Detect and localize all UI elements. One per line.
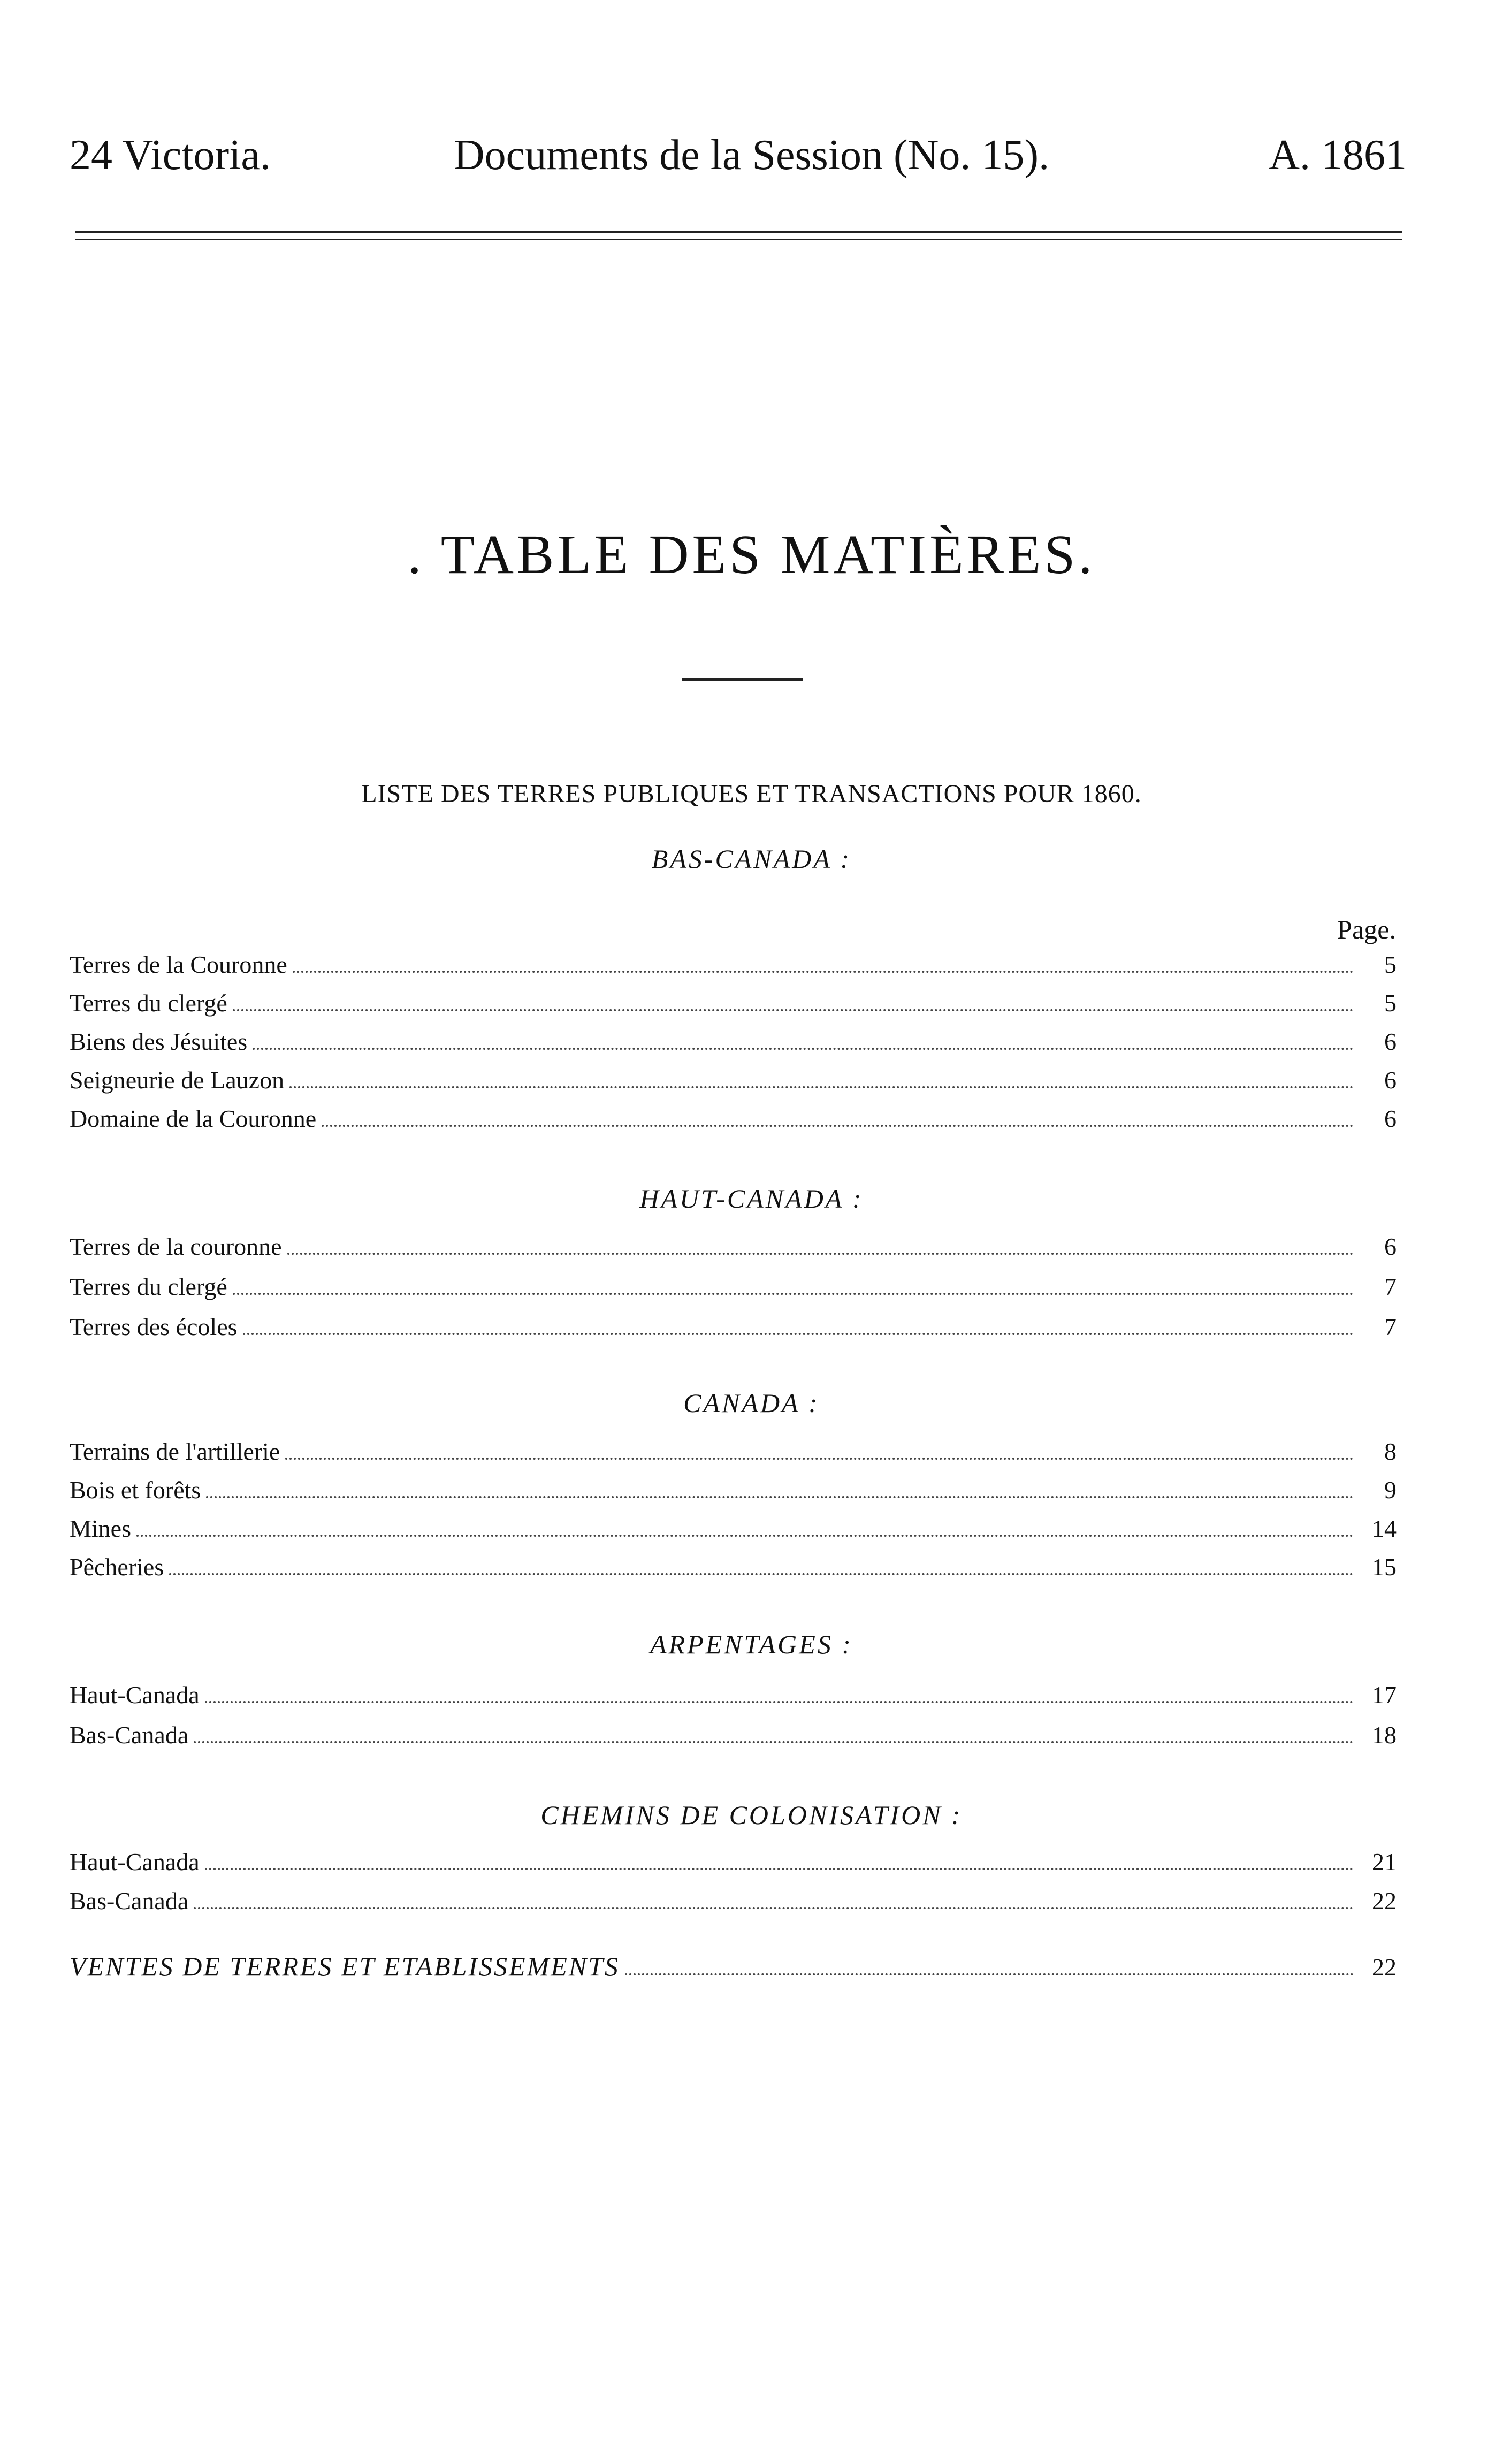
toc-entry-label: Bas-Canada [70, 1887, 189, 1914]
dot-leader [322, 1125, 1354, 1127]
toc-entry [70, 1723, 1397, 1748]
toc-entry-label: Terres de la couronne [70, 1233, 282, 1260]
toc-entry-page: 8 [1384, 1438, 1397, 1465]
dot-leader [194, 1741, 1354, 1743]
dot-leader [625, 1973, 1354, 1975]
toc-entry-label: Terres du clergé [70, 1273, 227, 1300]
dot-leader [243, 1333, 1354, 1335]
toc-entry [70, 1850, 1397, 1874]
toc-entry-page: 7 [1384, 1313, 1397, 1340]
dot-leader [205, 1868, 1354, 1870]
toc-entry [70, 1107, 1397, 1131]
section-heading-chemins-de-colonisation: CHEMINS DE COLONISATION : [540, 1800, 963, 1830]
toc-entry-page: 22 [1372, 1954, 1397, 1981]
dot-leader [206, 1496, 1354, 1498]
toc-entry [70, 1439, 1397, 1464]
list-subtitle: LISTE DES TERRES PUBLIQUES ET TRANSACTIONS POUR 1860. [361, 780, 1142, 808]
toc-entry-page: 6 [1384, 1028, 1397, 1055]
toc-entry [70, 1478, 1397, 1502]
dot-leader [253, 1048, 1354, 1050]
page-title: . TABLE DES MATIÈRES. [407, 524, 1096, 585]
toc-entry-label: Seigneurie de Lauzon [70, 1066, 285, 1094]
toc-entry [70, 1315, 1397, 1339]
header-rule-top [75, 231, 1402, 233]
toc-entry [70, 952, 1397, 977]
toc-entry-label: VENTES DE TERRES ET ETABLISSEMENTS [70, 1951, 620, 1981]
toc-entry [70, 1068, 1397, 1093]
dot-leader [233, 1293, 1354, 1295]
toc-entry-label: Bas-Canada [70, 1721, 189, 1749]
toc-entry-label: Haut-Canada [70, 1848, 200, 1875]
toc-entry-page: 5 [1384, 951, 1397, 978]
dot-leader [136, 1535, 1354, 1537]
toc-entry [70, 1516, 1397, 1541]
toc-entry-label: Terrains de l'artillerie [70, 1438, 280, 1465]
toc-entry-page: 15 [1372, 1553, 1397, 1581]
page-column-label: Page. [1337, 914, 1396, 944]
toc-entry-label: Mines [70, 1515, 131, 1542]
toc-entry-page: 6 [1384, 1105, 1397, 1132]
dot-leader [205, 1701, 1354, 1703]
toc-entry [70, 1234, 1397, 1259]
toc-entry-page: 18 [1372, 1721, 1397, 1749]
section-heading-bas-canada: BAS-CANADA : [651, 844, 852, 874]
dot-leader [287, 1253, 1354, 1255]
header-rule-bottom [75, 239, 1402, 240]
toc-entry-page: 21 [1372, 1848, 1397, 1875]
dot-leader [289, 1086, 1354, 1088]
toc-entry-page: 6 [1384, 1233, 1397, 1260]
dot-leader [233, 1009, 1354, 1011]
header-document-title: Documents de la Session (No. 15). [453, 132, 1050, 179]
toc-entry [70, 1275, 1397, 1299]
header-session-year: 24 Victoria. [70, 132, 271, 179]
section-heading-canada: CANADA : [683, 1388, 820, 1418]
dot-leader [169, 1573, 1354, 1575]
toc-entry [70, 1683, 1397, 1707]
toc-entry [70, 1555, 1397, 1580]
toc-entry-label: Pêcheries [70, 1553, 164, 1581]
toc-entry-label: Haut-Canada [70, 1681, 200, 1708]
toc-entry-label: Terres du clergé [70, 989, 227, 1017]
toc-entry [70, 1889, 1397, 1913]
toc-entry-label: Domaine de la Couronne [70, 1105, 317, 1132]
toc-entry [70, 1029, 1397, 1054]
toc-entry-label: Terres de la Couronne [70, 951, 287, 978]
toc-entry-page: 7 [1384, 1273, 1397, 1300]
section-heading-haut-canada: HAUT-CANADA : [639, 1184, 864, 1214]
dot-leader [293, 971, 1354, 973]
toc-entry-page: 6 [1384, 1066, 1397, 1094]
toc-entry [70, 991, 1397, 1016]
toc-entry-page: 5 [1384, 989, 1397, 1017]
toc-entry-label: Biens des Jésuites [70, 1028, 248, 1055]
section-heading-arpentages: ARPENTAGES : [650, 1629, 853, 1659]
toc-entry-label: Terres des écoles [70, 1313, 238, 1340]
toc-entry-page: 9 [1384, 1476, 1397, 1504]
toc-entry-page: 17 [1372, 1681, 1397, 1708]
dot-leader [194, 1907, 1354, 1909]
toc-entry-page: 22 [1372, 1887, 1397, 1914]
toc-entry-page: 14 [1372, 1515, 1397, 1542]
dot-leader [285, 1458, 1354, 1460]
title-divider [682, 678, 803, 681]
toc-entry-ventes-de-terres [70, 1953, 1397, 1980]
toc-entry-label: Bois et forêts [70, 1476, 201, 1504]
header-year: A. 1861 [1269, 132, 1407, 179]
